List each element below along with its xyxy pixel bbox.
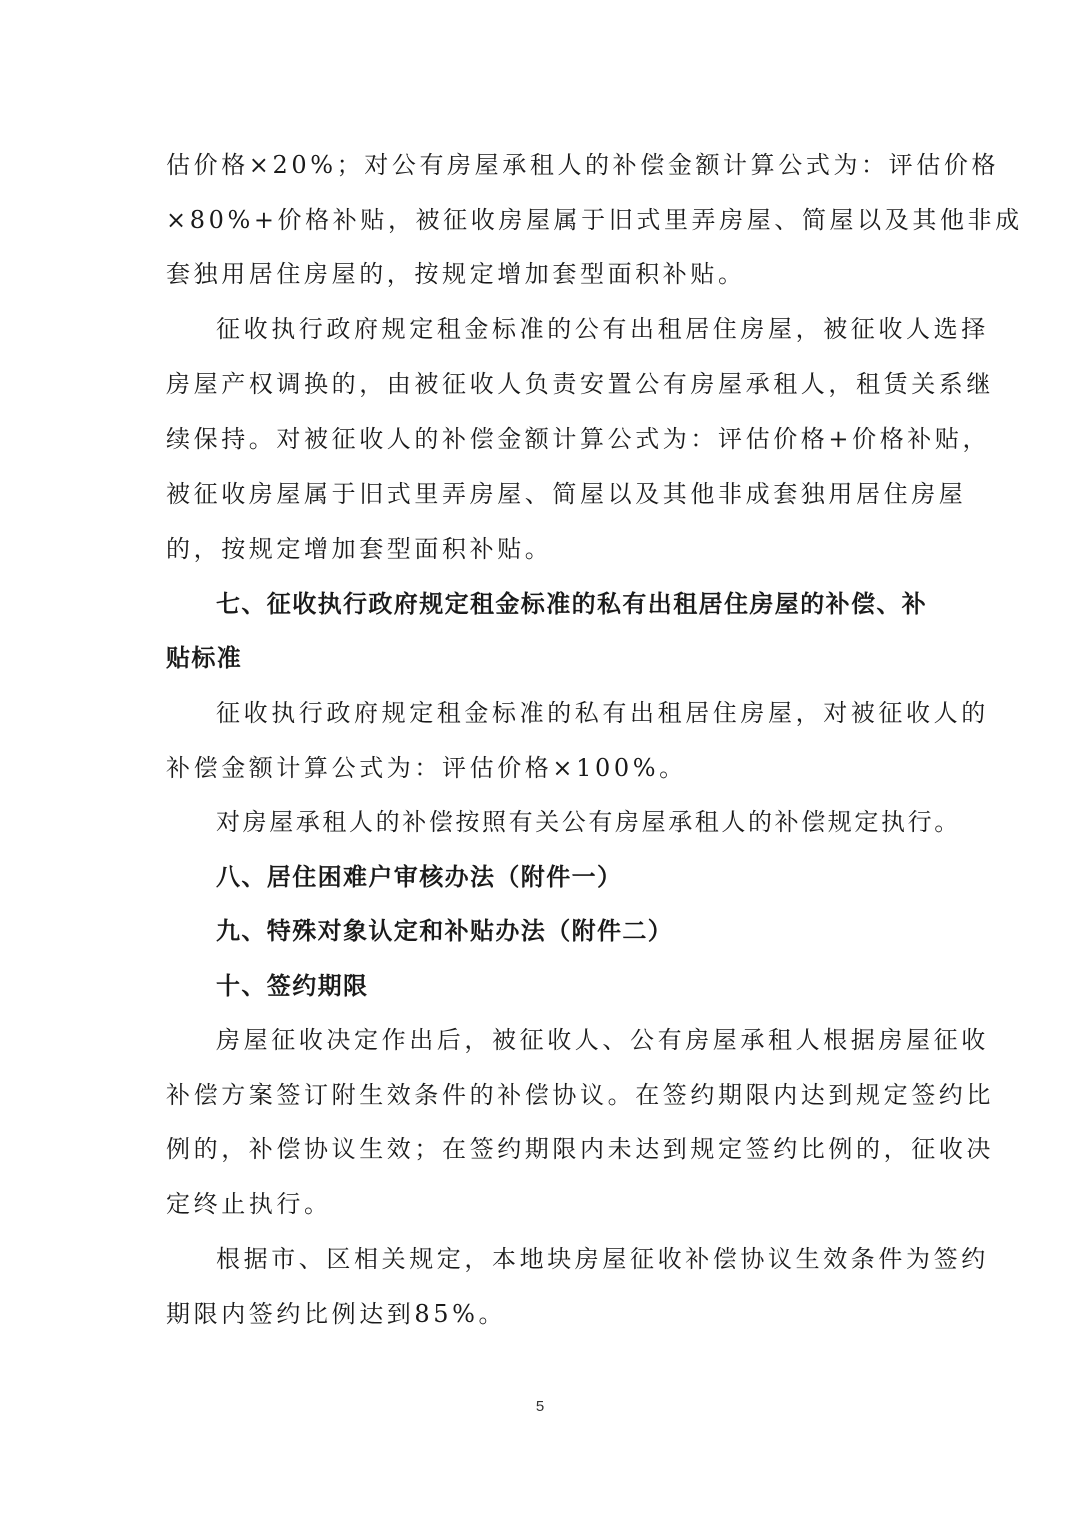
paragraph-line: 房屋产权调换的，由被征收人负责安置公有房屋承租人，租赁关系继: [166, 370, 994, 398]
paragraph-line: 的，按规定增加套型面积补贴。: [166, 535, 553, 563]
page-number: 5: [535, 1398, 545, 1415]
paragraph-line: ×80%+价格补贴，被征收房屋属于旧式里弄房屋、简屋以及其他非成: [166, 206, 1023, 234]
paragraph-line: 补偿金额计算公式为：评估价格×100%。: [166, 754, 687, 782]
paragraph-line: 对房屋承租人的补偿按照有关公有房屋承租人的补偿规定执行。: [216, 808, 961, 836]
paragraph-line: 被征收房屋属于旧式里弄房屋、简屋以及其他非成套独用居住房屋: [166, 480, 967, 508]
section-heading-7-cont: 贴标准: [166, 644, 243, 672]
paragraph-line: 期限内签约比例达到85%。: [166, 1300, 507, 1328]
paragraph-line: 征收执行政府规定租金标准的私有出租居住房屋，对被征收人的: [216, 699, 989, 727]
paragraph-line: 根据市、区相关规定，本地块房屋征收补偿协议生效条件为签约: [216, 1245, 989, 1273]
paragraph-line: 补偿方案签订附生效条件的补偿协议。在签约期限内达到规定签约比: [166, 1081, 994, 1109]
paragraph-line: 续保持。对被征收人的补偿金额计算公式为：评估价格+价格补贴，: [166, 425, 991, 453]
paragraph-line: 房屋征收决定作出后，被征收人、公有房屋承租人根据房屋征收: [216, 1026, 989, 1054]
paragraph-line: 定终止执行。: [166, 1190, 332, 1218]
paragraph-line: 估价格×20%；对公有房屋承租人的补偿金额计算公式为：评估价格: [166, 151, 1000, 179]
paragraph-line: 套独用居住房屋的，按规定增加套型面积补贴。: [166, 260, 746, 288]
paragraph-line: 征收执行政府规定租金标准的公有出租居住房屋，被征收人选择: [216, 315, 989, 343]
section-heading-9: 九、特殊对象认定和补贴办法（附件二）: [216, 917, 674, 945]
section-heading-10: 十、签约期限: [216, 972, 369, 1000]
paragraph-line: 例的，补偿协议生效；在签约期限内未达到规定签约比例的，征收决: [166, 1135, 994, 1163]
section-heading-8: 八、居住困难户审核办法（附件一）: [216, 863, 623, 891]
section-heading-7: 七、征收执行政府规定租金标准的私有出租居住房屋的补偿、补: [216, 590, 928, 618]
